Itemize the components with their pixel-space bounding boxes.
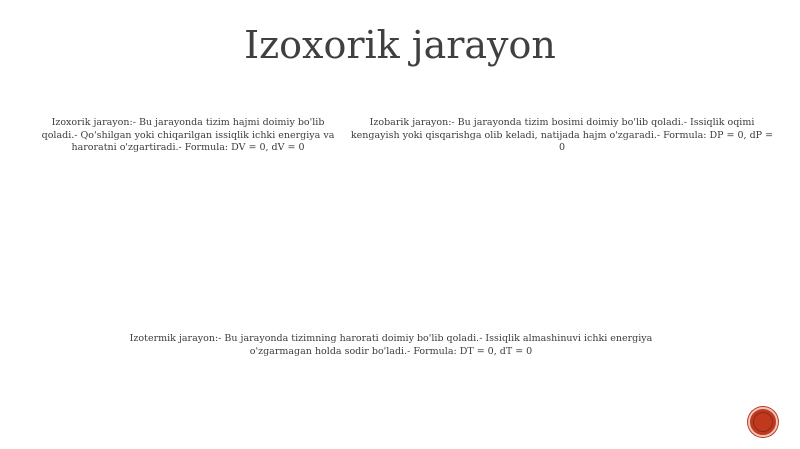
slide-title: Izoxorik jarayon (244, 23, 556, 67)
circle-nav-inner-ring (753, 412, 773, 432)
circle-nav-icon[interactable] (748, 407, 778, 437)
text-block-isothermal: Izotermik jarayon:- Bu jarayonda tizimning harorati doimiy bo'lib qoladi.- Issiqlik almashinuvi ichki energiya o'zgarmagan holda sodir bo'ladi.- Formula: DT = 0, dT = 0 (129, 333, 653, 357)
text-block-isobaric: Izobarik jarayon:- Bu jarayonda tizim bosimi doimiy bo'lib qoladi.- Issiqlik oqimi kengayish yoki qisqarishga olib keladi, natijada hajm o'zgaradi.- Formula: DP = 0, dP = 0 (350, 117, 774, 153)
text-block-isochoric: Izoxorik jarayon:- Bu jarayonda tizim hajmi doimiy bo'lib qoladi.- Qo'shilgan yoki chiqarilgan issiqlik ichki energiya va haroratni o'zgartiradi.- Formula: DV = 0, dV = 0 (41, 117, 335, 153)
